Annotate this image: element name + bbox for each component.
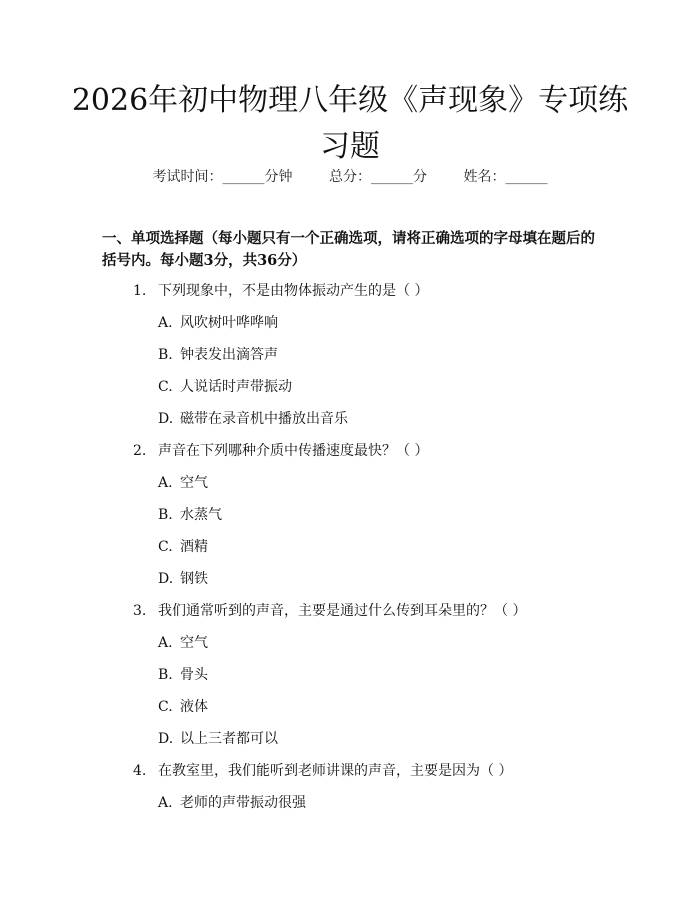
option-text: 骨头 xyxy=(180,667,208,683)
total-score-field: 总分：______分 xyxy=(329,169,427,185)
option-item xyxy=(158,377,292,397)
option-text: 钢铁 xyxy=(180,571,208,587)
question-number: 2. xyxy=(133,443,147,459)
question-1 xyxy=(133,281,428,301)
option-letter: C. xyxy=(158,379,173,395)
option-item xyxy=(158,345,278,365)
question-2 xyxy=(133,441,428,461)
option-item xyxy=(158,793,306,813)
option-letter: D. xyxy=(158,731,174,747)
option-text: 空气 xyxy=(180,635,208,651)
option-item xyxy=(158,729,278,749)
option-item xyxy=(158,569,208,589)
option-letter: B. xyxy=(158,347,173,363)
option-item xyxy=(158,633,208,653)
option-item xyxy=(158,313,278,333)
question-4 xyxy=(133,761,512,781)
option-item xyxy=(158,473,208,493)
question-number: 1. xyxy=(133,283,147,299)
option-text: 风吹树叶哗哗响 xyxy=(180,315,278,331)
question-text: 下列现象中，不是由物体振动产生的是（ ） xyxy=(158,283,429,299)
option-letter: C. xyxy=(158,539,173,555)
option-text: 磁带在录音机中播放出音乐 xyxy=(180,411,348,427)
option-item xyxy=(158,505,222,525)
exam-time-field: 考试时间：______分钟 xyxy=(152,169,293,185)
option-item xyxy=(158,537,208,557)
option-letter: B. xyxy=(158,507,173,523)
option-item xyxy=(158,409,348,429)
option-text: 人说话时声带振动 xyxy=(180,379,292,395)
option-text: 钟表发出滴答声 xyxy=(180,347,278,363)
option-text: 液体 xyxy=(180,699,208,715)
document-title: 2026年初中物理八年级《声现象》专项练习题 xyxy=(71,83,629,164)
option-letter: A. xyxy=(158,795,173,811)
question-3 xyxy=(133,601,526,621)
option-letter: C. xyxy=(158,699,173,715)
option-letter: B. xyxy=(158,667,173,683)
question-number: 3. xyxy=(133,603,147,619)
option-item xyxy=(158,697,208,717)
option-text: 以上三者都可以 xyxy=(180,731,278,747)
question-text: 在教室里，我们能听到老师讲课的声音，主要是因为（ ） xyxy=(158,763,513,779)
option-letter: A. xyxy=(158,635,173,651)
option-text: 酒精 xyxy=(180,539,208,555)
option-letter: D. xyxy=(158,411,174,427)
option-item xyxy=(158,665,208,685)
exam-info xyxy=(0,167,700,187)
question-number: 4. xyxy=(133,763,147,779)
question-text: 声音在下列哪种介质中传播速度最快？（ ） xyxy=(158,443,429,459)
option-letter: A. xyxy=(158,315,173,331)
question-text: 我们通常听到的声音，主要是通过什么传到耳朵里的？（ ） xyxy=(158,603,527,619)
option-letter: A. xyxy=(158,475,173,491)
option-text: 空气 xyxy=(180,475,208,491)
option-text: 水蒸气 xyxy=(180,507,222,523)
option-text: 老师的声带振动很强 xyxy=(180,795,306,811)
section-heading: 一、单项选择题（每小题只有一个正确选项，请将正确选项的字母填在题后的括号内。每小题3分，共36分） xyxy=(102,230,595,269)
option-letter: D. xyxy=(158,571,174,587)
student-name-field: 姓名：______ xyxy=(463,169,548,185)
